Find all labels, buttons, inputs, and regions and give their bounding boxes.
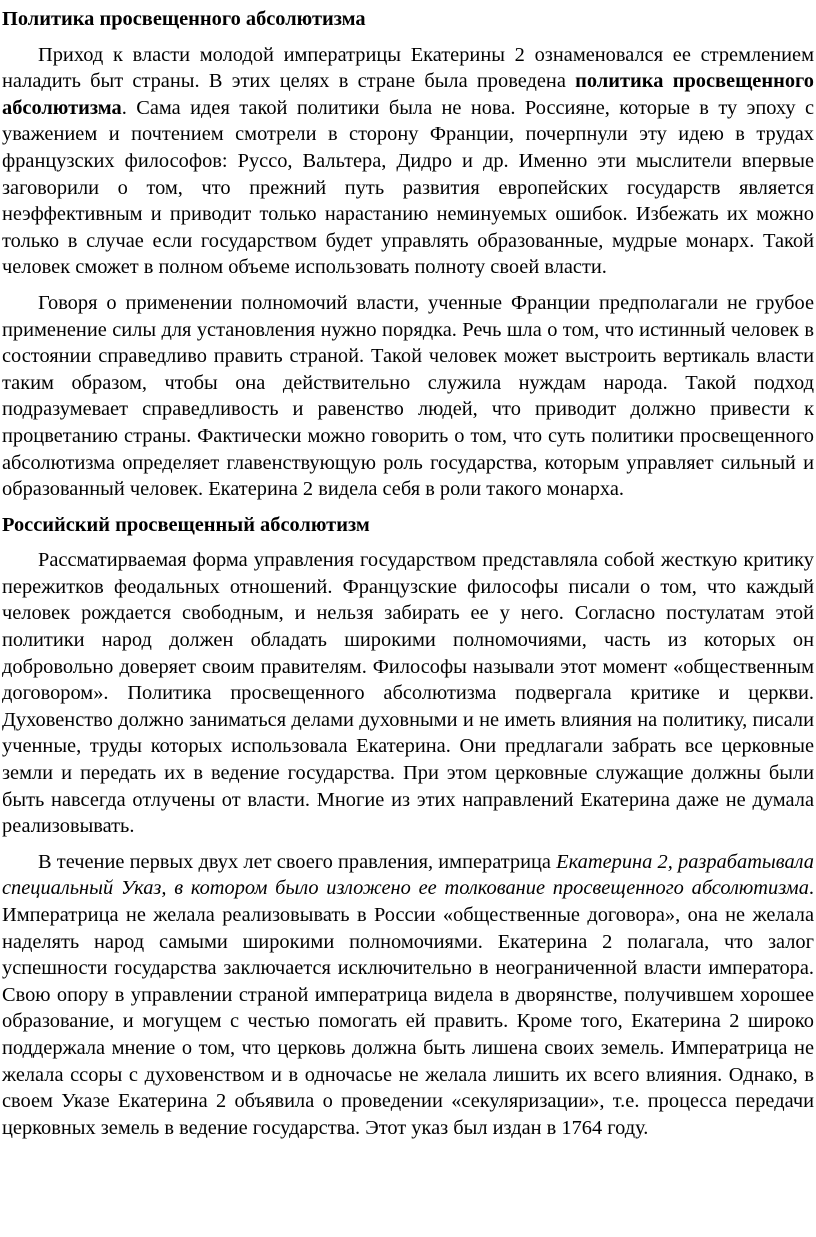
- paragraph-4-text-b: . Императрица не желала реализовывать в России «общественные договора», она не желала наделять народ самыми широкими полномочиями. Екатерина 2 полагала, что залог успешности государства заключается исключительно в неограниченной власти императора. Свою опору в управлении страной императрица видела в дворянстве, получившем хорошее образование, и могущем с честью помогать ей править. Кроме того, Екатерина 2 широко поддержала мнение о том, что церковь должна быть лишена своих земель. Императрица не желала ссоры с духовенством и в одночасье не желала лишить их всего влияния. Однако, в своем Указе Екатерина 2 объявила о проведении «секуляризации», т.е. процесса передачи церковных земель в ведение государства. Этот указ был издан в 1764 году.: [2, 877, 814, 1139]
- paragraph-4-text-a: В течение первых двух лет своего правления, императрица: [38, 850, 557, 873]
- section-heading-russian-absolutism: Российский просвещенный абсолютизм: [2, 513, 370, 536]
- paragraph-1-bold-term: политика просвещенного абсолютизма: [2, 70, 814, 119]
- paragraph-2: Говоря о применении полномочий власти, ученные Франции предполагали не грубое применение силы для установления нужно порядка. Речь шла о том, что истинный человек в состоянии справедливо править страной. Такой человек может выстроить вертикаль власти таким образом, чтобы она действительно служила нуждам народа. Такой подход подразумевает справедливость и равенство людей, что приводит должно привести к процветанию страны. Фактически можно говорить о том, что суть политики просвещенного абсолютизма определяет главенствующую роль государства, которым управляет сильный и образованный человек. Екатерина 2 видела себя в роли такого монарха.: [2, 291, 814, 501]
- section-heading-enlightened-absolutism: Политика просвещенного абсолютизма: [2, 8, 366, 30]
- paragraph-1-text-a: Приход к власти молодой императрицы Екатерины 2 ознаменовался ее стремлением наладить быт страны. В этих целях в стране была проведена: [2, 43, 814, 93]
- paragraph-4-italic-phrase: Екатерина 2, разрабатывала специальный Указ, в котором было изложено ее толкование просвещенного абсолютизма: [2, 850, 814, 900]
- paragraph-1-text-b: . Сама идея такой политики была не нова. Россияне, которые в ту эпоху с уважением и почтением смотрели в сторону Франции, почерпнули эту идею в трудах французских философов: Руссо, Вальтера, Дидро и др. Именно эти мыслители впервые заговорили о том, что прежний путь развития европейских государств является неэффективным и приводит только нарастанию неминуемых ошибок. Избежать их можно только в случае если государством будет управлять образованные, мудрые монарх. Такой человек сможет в полном объеме использовать полноту своей власти.: [2, 96, 814, 279]
- paragraph-1: [2, 42, 814, 281]
- paragraph-3: Рассматирваемая форма управления государством представляла собой жесткую критику пережитков феодальных отношений. Французские философы писали о том, что каждый человек рождается свободным, и нельзя забирать ее у него. Согласно постулатам этой политики народ должен обладать широкими полномочиями, часть из которых он добровольно доверяет своим правителям. Философы называли этот момент «общественным договором». Политика просвещенного абсолютизма подвергала критике и церкви. Духовенство должно заниматься делами духовными и не иметь влияния на политику, писали ученные, труды которых использовала Екатерина. Они предлагали забрать все церковные земли и передать их в ведение государства. При этом церковные служащие должны были быть навсегда отлучены от власти. Многие из этих направлений Екатерина даже не думала реализовывать.: [2, 549, 814, 838]
- paragraph-4: [2, 849, 814, 1142]
